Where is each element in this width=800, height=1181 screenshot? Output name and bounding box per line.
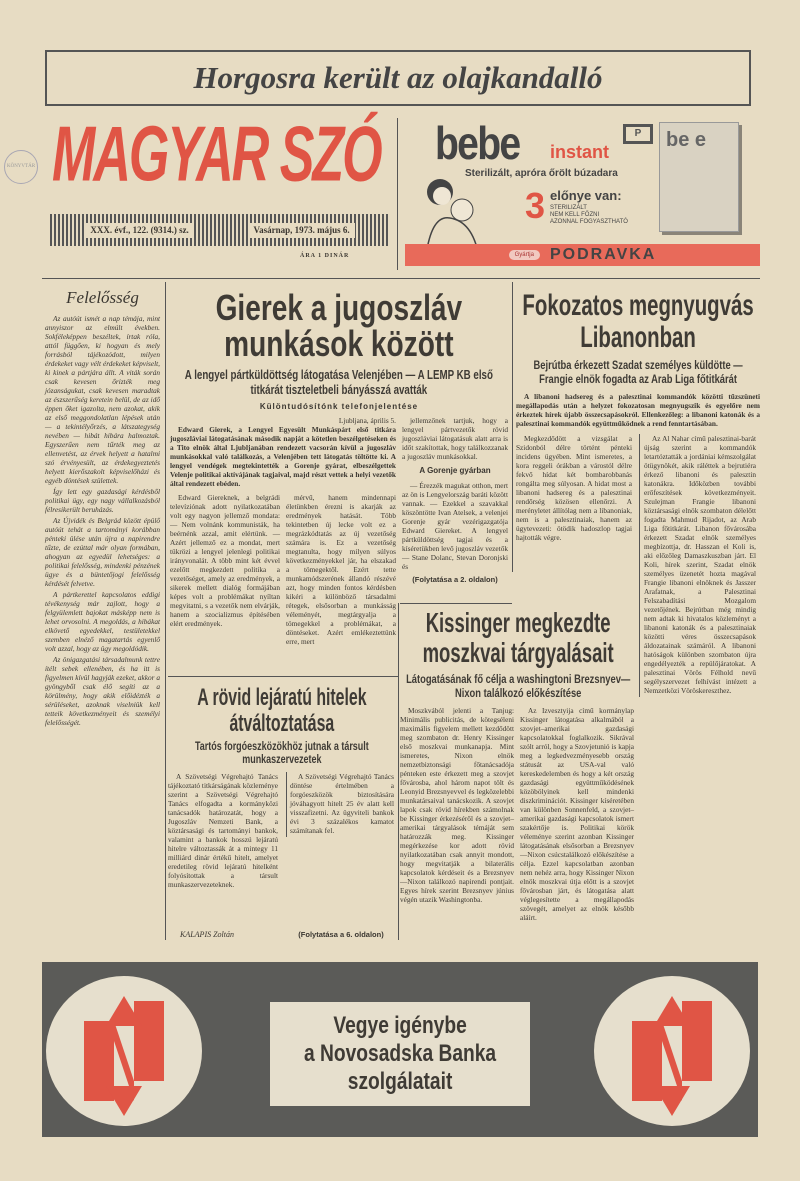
divider (397, 118, 398, 270)
lead-paragraph: A libanoni hadsereg és a palesztinai kommandók közötti tűzszüneti megállapodás után a helyzet fokozatosan megnyugszik és egyelőre nem érkeztek hírek újabb összecsapásokról. Ellenkezőleg: a libanoni katonák és a palesztinai kommandók együttműködnek a rend fenntartásában. (516, 392, 760, 428)
gierek-col-3-wrap (402, 416, 508, 584)
divider (512, 282, 513, 572)
bank-n-logo-icon (594, 976, 750, 1126)
gierek-col-1 (170, 493, 280, 630)
paragraph: Megkezdődött a vizsgálat a Szidonból délre történt pénteki incidens ügyében. Mint ismeretes, a kora reggeli órákban a várostól délre fekvő hídat két bombarobbanás rongálta meg súlyosan. A hidat most a libanoni hadsereg és a palesztinai rendőrség közösen ellenőrzi. A merényletet állítólag nem a libanoniak, nem is a palesztinaiak, hanem az ügytevezeti: ötödik hadoszlop tagjai hajtották végre. (516, 434, 632, 542)
maker-logo: PODRAVKA (549, 246, 657, 263)
bank-n-logo-icon (46, 976, 202, 1126)
paragraph: Edward Giereknek, a belgrádi televíziónak adott nyilatkozatában volt egy nagyon jellemző mondata: — Nem volnánk kommunisták, ha beérnénk azzal, amit elértünk. — Azért jellemző ez a mondat, mert tükrözi a lengyel jelenlegi politikai irányvonalát. A több mint két évvel ezelőtt megkezdett politika a vezetőséget, amely az eredmények, a sikerek mellett dialóg formájában képes volt a problémákat nyíltan megvitatni, s a vezetők nem elvárják, hanem a szocializmus építésében elért eredmények. (170, 493, 280, 628)
gierek-article[interactable] (170, 287, 508, 648)
podravka-logo-icon: P (623, 124, 653, 144)
top-teaser-banner[interactable]: Horgosra került az olajkandalló (45, 50, 751, 106)
lebanon-lead (516, 392, 760, 428)
masthead-logo: MAGYAR SZÓ (52, 111, 381, 199)
bank-logo (594, 976, 750, 1126)
gierek-col-2 (286, 493, 396, 648)
divider (400, 603, 512, 604)
bebe-instant-ad[interactable] (405, 116, 760, 270)
maker-bar (405, 244, 760, 266)
divider (165, 282, 166, 940)
divider (398, 603, 399, 940)
paragraph: Az Al Nahar című palesztinai-barát újság szerint a kommandók letartóztatták a jordániai kémszolgálat ötügynökét, akik ráléttek a bejrutiéra érkező libanoni és palesztin katonákra. Időközben további erőfeszítések következményeit. Szulejman Frangie libanoni köztársasági elnök szombaton délelőtt fogadta Mahmud Rijadot, az Arab Liga főtitkárát. Libanon fővárosába érkezett Szadat elnök személyes megbízottja, dr. Hasszan el Koli is, aki előzőleg Damaszkuszban járt. El Koli, hírek szerint, Szadat elnök személyes üzenetét hozta magával Frangie libanoni elnöknek és Jasszer Arafatnak, a Palesztinai Felszabadítási Mozgalom vezetőjének. Bejrútban még mindig nem adtak ki hivatalos közleményt a libanoni katonák és a palesztinaiak közötti véres összecsapások áldozatainak számáról. A libanoni hatóságok különben szombaton újra engedélyezték a repülőjáratokat. A palesztinai Vörös Félhold nevű segélyszervezet felhívást intézett a Nemzetközi Vöröskereszthez. (644, 434, 756, 695)
editorial-author: KALAPIS Zoltán (180, 930, 235, 939)
advantage: NEM KELL FŐZNI (550, 212, 600, 218)
paragraph: A Szövetségi Végrehajtó Tanács tájékoztató titkárságának közleménye szerint a Szövetségi Végrehajtó Tanács elfogadta a kormányközi tanácsadók határozatát, hogy a Jugoszláv Nemzeti Bank, a köztársasági és tartományi bankok, valamint a bankok hosszú lejáratú hitelre változtassák át a mintegy 11 milliárd dinár értékű hitelt, amelyet eredetileg rövid lejáratú hitelként folyósítottak a társult munkaszervezeteknek. (168, 772, 278, 889)
paragraph: — Érezzék magukat otthon, mert az ön is Lengyelország baráti között vannak. — Ezekkel a szavakkal köszöntötte Ivan Atelsek, a velenjei Gorenje gyár vezérigazgatója Edward Giereket. A lengyel pártküldöttség tagjai és a kíséretükben levő jugoszláv vezetők — Stane Dolanc, Stevan Doronjski és (402, 481, 508, 571)
paragraph: jellemzőnek tartjuk, hogy a lengyel pártvezetők rövid jugoszláviai látogatásuk alatt arra is időt szakítottak, hogy találkozzanak a jugoszláv munkásokkal. (402, 416, 508, 461)
slogan-line: a Novosadska Banka (303, 1040, 497, 1067)
advantages-list (550, 205, 628, 226)
bank-logo (46, 976, 202, 1126)
lebanon-col-1 (516, 434, 632, 544)
paragraph: Így lett egy gazdasági kérdésből politikai ügy, egy nagy vállalkozásból félresikerült beruházás. (45, 487, 160, 514)
advantages-title: előnye van: (550, 188, 622, 203)
advantage: STERILIZÁLT (550, 205, 587, 211)
instant-label: instant (550, 142, 610, 162)
issue-date: Vasárnap, 1973. május 6. (248, 223, 354, 238)
gierek-col-3 (402, 416, 508, 571)
paragraph: A pártkerettel kapcsolatos eddigi tévékenység már zajlott, hogy a felgyülemlett bajokat másképp nem is lehet orvosolni. A megoldás, a hibákat elkövető egyedekkel, testületekkel szemben elnéző magatartás egyenlő volt azzal, hogy az ügy megoldódik. (45, 590, 160, 653)
paragraph: Az Újvidék és Belgrád között épülő autóút tehát a tartományi korábban pénteki ülése után újra a napirendre tűzte, de ezúttal már olyan formában, ahogyan az egyedül lehetséges: a politikai felelősség, mindenki pénzének ügye és a büntetőjogi felelősség kérdését felvetve. (45, 516, 160, 588)
headline: Kissinger megkezdte moszkvai tárgyalásait (422, 607, 614, 668)
slogan-line: szolgálatait (347, 1068, 453, 1095)
divider (42, 278, 760, 279)
price: ÁRA 1 DINÁR (300, 253, 350, 259)
dateline: Ljubljana, április 5. (338, 416, 396, 425)
paragraph: Az önigazgatási társadalmunk tettre ítélt sebek ellenében, és ha itt is figyelmen kívül hagyják ezeket, akkor a gyöngyből csak élő segíti az a körülmény, hogy akik előidézték a sérüléseket, azoknak viselniük kell tetteik következményeit és személyi felelősségét. (45, 655, 160, 727)
continued-link[interactable]: (Folytatása a 2. oldalon) (412, 575, 498, 584)
credit-col-2 (286, 772, 394, 837)
bank-ad-slogan (270, 1002, 530, 1106)
subheadline: Bejrútba érkezett Szadat személyes küldötte — Frangie elnök fogadta az Arab Liga főtitkárát (533, 358, 743, 386)
kissinger-col-1 (400, 706, 514, 906)
credit-article[interactable] (168, 685, 396, 891)
issue-info-bar (50, 214, 390, 246)
headline: Gierek a jugoszláv munkások között (215, 287, 463, 364)
divider (168, 676, 398, 677)
subheadline: Tartós forgóeszközökhöz jutnak a társult munkaszervezetek (194, 741, 369, 766)
paragraph: mérvű, hanem mindennapi életünkben érezni is akarják az eredmények hatását. Több tekintetben új lecke volt ez a megrázkódtatás az új vezetőség számára is. Ez a vezetőség megtanulta, hogy milyen súlyos következményekkel jár, ha elszakad a tömegektől. Ezért tette munkamódszerének állandó részévé azt, hogy minden fontos kérdésben kikéri a különböző társadalmi rétegek, elsősorban a munkásság véleményét, megtárgyalja a tömegekkel a problémákat, a döntéseket. Azért emlékeztettünk erre, mert (286, 493, 396, 646)
paragraph: Az autóút ismét a nap témája, mint annyiszor az elmúlt években. Sokféleképpen beszéltek, írtak róla, attól függően, ki hogyan és mely forrásból tájékozódott, milyen érdekeket vagy vélt érdekeket képviselt, ki kinek a pártjára állt. A viták során csak kevesen őrizték meg józanságukat, csak kevesen maradtak az észszerűség keretein belül, de az idő éppen őket igazolta, nem azokat, akik az első meggondolatlan lépések után — a tekintélyőrzés, a látszategység nevében — hibát hibára halmoztak. Egyszerűen nem tűrték meg az ellenvetést, az érvek helyett a hatalmi szó érvényesült, az érdekegyeztetés helyett kierőszakolt képviselőházi és egyéb döntések születtek. (45, 314, 160, 485)
issue-number: XXX. évf., 122. (9314.) sz. (85, 223, 193, 238)
credit-col-1 (168, 772, 278, 891)
kissinger-article[interactable] (400, 608, 636, 924)
byline: Különtudósítónk telefonjelentése (259, 402, 419, 411)
editorial-title: Felelősség (66, 288, 139, 307)
intertitle: A Gorenje gyárban (419, 466, 491, 475)
product-box: be e (659, 122, 739, 232)
advantage-count: 3 (525, 185, 546, 226)
kissinger-col-2 (520, 706, 634, 924)
paragraph: Moszkvából jelenti a Tanjug: Minimális publicitás, de kötegséleni maximális figyelem mellett kezdődött meg szombaton dr. Henry Kissinger első moszkvai munkanapja. Mint ismeretes, Nixon elnök nemzetbiztonsági főtanácsadója pénteken este érkezett meg a szovjet fővárosba, ahol három napot tölt és Leonyid Brezsnyevvel és legközelebbi munkatársaival tanácskozik. A szovjet lapok csak rövid hírekben számolnak be Kissinger érkezéséről és a szovjet–amerikai tárgyalások témáját sem határozzák meg. Kissinger megérkezése kor adott rövid nyilatkozatában csak annyit mondott, hogy megvitatják a bilaterális kapcsolatok kérdéseit és a Brezsnyev—Nixon találkozó napirendi pontjait. Egyes hírek szerint Brezsnyev június végén utazik Washingtonba. (400, 706, 514, 904)
maker-label: Gyártja (509, 250, 540, 260)
lebanon-col-2 (639, 434, 756, 697)
advantage: AZONNAL FOGYASZTHATÓ (550, 219, 628, 225)
gierek-main-columns (170, 416, 396, 648)
paragraph: A Szövetségi Végrehajtó Tanács döntése értelmében a forgóeszközök biztosítására jóváhagyott hitelt 25 év alatt kell visszafizetni. Az ügyviteli bankok évi 3 százalékos kamatot számítanak fel. (290, 772, 394, 835)
paragraph: Az Izvesztyija című kormánylap Kissinger látogatása alkalmából a szovjet–amerikai gazdasági kapcsolatokkal foglalkozik. Sikrával szólt arról, hogy a Szovjetunió is kapja meg a legkedvezményesebb ország státusát az USA-val való kereskedelemben és hogy a két ország gazdasági együttműködésének közöbölyinek kell mindenki diszkriminációt. Kissinger kíséretében van különben Sonnenfeld, a szovjet–amerikai gazdasági kapcsolatok ismert szakértője is. Politikai körök véleménye szerint azonban Kissinger látogatásának elsősorban a Brezsnyev—Nixon csúcstalálkozó előkészítése a célja. Ezzel kapcsolatban azonban nem nehéz arra, hogy Kissinger Nixon elnök moszkvai útja előtt is a szovjet fővárosban járt, és látogatása alatt véglegesítette a megállapodás szövegét, amelyet az elnök később aláírt. (520, 706, 634, 922)
gierek-lead (170, 416, 396, 488)
ad-tagline: Sterilizált, apróra őrölt búzadara (465, 168, 618, 179)
bebe-brand: bebe (435, 117, 520, 169)
library-stamp: KÖNYVTÁR (4, 150, 38, 184)
headline: Fokozatos megnyugvás Libanonban (522, 289, 754, 354)
novosadska-banka-ad[interactable] (42, 962, 758, 1137)
subheadline: Látogatásának fő célja a washingtoni Brezsnyev—Nixon találkozó előkészítése (406, 672, 631, 700)
subheadline: A lengyel pártküldöttség látogatása Velenjében — A LEMP KB első titkárát tiszteletbeli bányásszá avatták (184, 368, 493, 397)
continued-link[interactable]: (Folytatása a 6. oldalon) (298, 930, 384, 939)
headline: A rövid lejáratú hitelek átváltoztatása (197, 684, 367, 737)
slogan-line: Vegye igénybe (333, 1012, 467, 1039)
lead-paragraph: Edward Gierek, a Lengyel Egyesült Munkáspárt első titkára jugoszláviai látogatásának második napját a kötetlen beszélgetéseken és a Tito elnök által Ljubljanában rendezett vacsorán kívül a jugoszláv munkásokkal való találkozás, a Velenjében tett látogatás töltötte ki. A lengyel vendégek megtekintették a Gorenje gyárat, elbeszélgettek Velenje politikai aktívájának tagjaival, majd részt vettek a helyi vezetők által rendezett ebéden. (170, 425, 396, 488)
editorial-column (45, 288, 160, 729)
